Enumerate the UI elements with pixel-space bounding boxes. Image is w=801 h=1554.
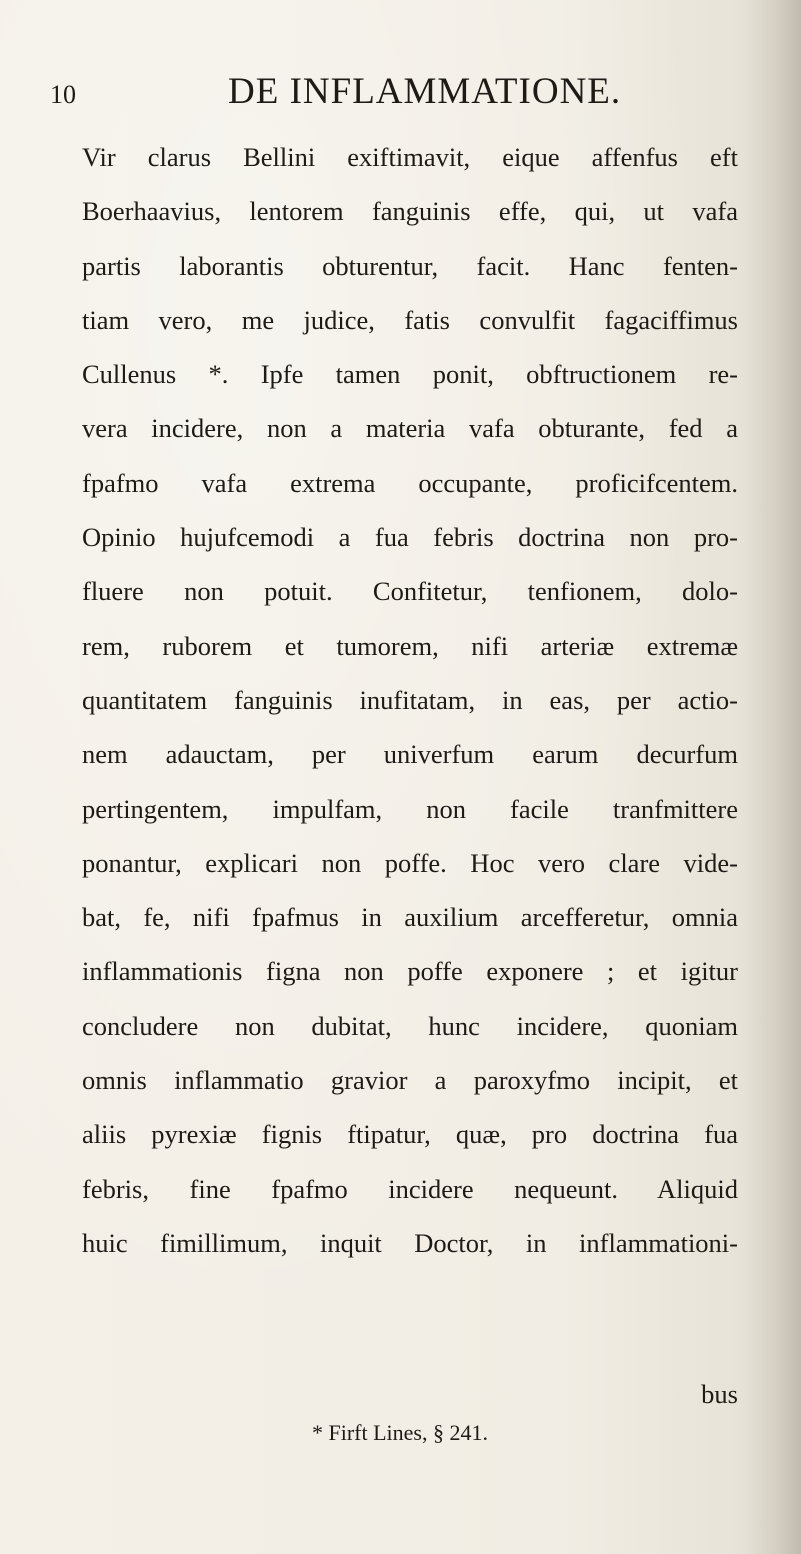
- text-line: Boerhaavius, lentorem fanguinis effe, qui, ut vafa: [82, 196, 738, 227]
- text-line: aliis pyrexiæ fignis ftipatur, quæ, pro doctrina fua: [82, 1119, 738, 1150]
- text-line: bat, fe, nifi fpafmus in auxilium arcefferetur, omnia: [82, 902, 738, 933]
- text-line: ponantur, explicari non poffe. Hoc vero clare vide-: [82, 847, 738, 878]
- text-line: inflammationis figna non poffe exponere ; et igitur: [82, 956, 738, 987]
- body-text: [82, 130, 738, 1270]
- text-line: febris, fine fpafmo incidere nequeunt. Aliquid: [82, 1173, 738, 1204]
- text-line: fluere non potuit. Confitetur, tenfionem, dolo-: [82, 576, 738, 607]
- page-header: [50, 70, 750, 120]
- text-line: partis laborantis obturentur, facit. Hanc fenten-: [82, 250, 738, 281]
- page-edge-shadow: [746, 0, 801, 1554]
- text-line: nem adauctam, per univerfum earum decurfum: [82, 739, 738, 770]
- page-number: 10: [50, 80, 76, 109]
- text-line: vera incidere, non a materia vafa obturante, fed a: [82, 413, 738, 444]
- text-line: Opinio hujufcemodi a fua febris doctrina non pro-: [82, 522, 738, 553]
- footnote: * Firft Lines, § 241.: [312, 1420, 488, 1445]
- text-line: quantitatem fanguinis inufitatam, in eas, per actio-: [82, 684, 738, 715]
- catchword: bus: [701, 1379, 738, 1409]
- text-line: omnis inflammatio gravior a paroxyfmo incipit, et: [82, 1065, 738, 1096]
- text-line: Cullenus *. Ipfe tamen ponit, obftructionem re-: [82, 359, 738, 390]
- text-line: huic fimillimum, inquit Doctor, in inflammationi-: [82, 1227, 738, 1258]
- text-line: concludere non dubitat, hunc incidere, quoniam: [82, 1010, 738, 1041]
- text-line: Vir clarus Bellini exiftimavit, eique affenfus eft: [82, 142, 738, 172]
- text-line: rem, ruborem et tumorem, nifi arteriæ extremæ: [82, 630, 738, 661]
- running-title: DE INFLAMMATIONE.: [228, 71, 622, 112]
- text-line: pertingentem, impulfam, non facile tranfmittere: [82, 793, 738, 824]
- text-line: fpafmo vafa extrema occupante, proficifcentem.: [82, 467, 738, 498]
- text-line: tiam vero, me judice, fatis convulfit fagaciffimus: [82, 304, 738, 335]
